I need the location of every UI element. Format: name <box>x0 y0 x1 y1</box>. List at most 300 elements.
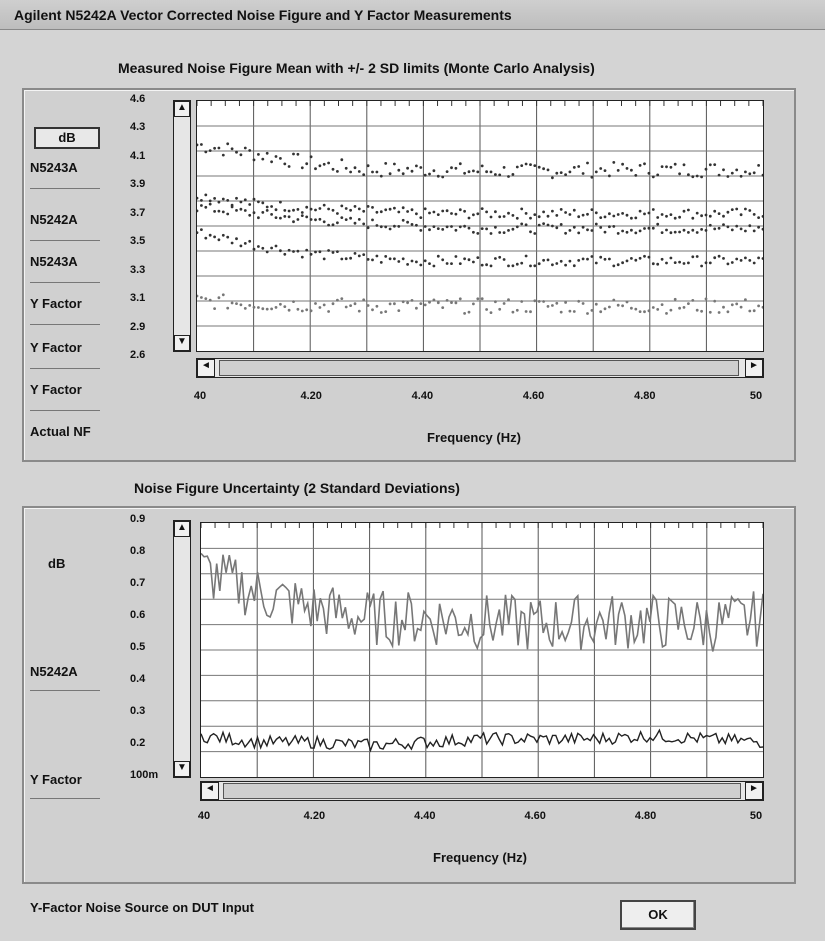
data-point <box>257 200 260 203</box>
data-point <box>670 231 673 234</box>
bottom-y-tick: 0.6 <box>130 609 146 621</box>
bottom-horizontal-scrollbar[interactable] <box>200 781 764 801</box>
data-point <box>411 170 414 173</box>
data-point <box>740 306 743 309</box>
bottom-vertical-scrollbar[interactable] <box>173 520 191 778</box>
data-point <box>314 167 317 170</box>
data-point <box>533 264 536 267</box>
data-point <box>621 163 624 166</box>
data-point <box>292 209 295 212</box>
bottom-scroll-up-button[interactable]: ▲ <box>174 521 190 537</box>
data-point <box>472 261 475 264</box>
data-point <box>450 166 453 169</box>
top-y-tick: 2.6 <box>130 349 146 361</box>
top-scroll-left-button[interactable]: ◄ <box>197 359 215 377</box>
bottom-scroll-thumb[interactable] <box>223 783 741 799</box>
data-point <box>494 226 497 229</box>
data-point <box>231 242 234 245</box>
data-point <box>340 258 343 261</box>
data-point <box>279 303 282 306</box>
data-point <box>648 212 651 215</box>
data-point <box>595 171 598 174</box>
data-point <box>753 230 756 233</box>
ok-button[interactable]: OK <box>620 900 696 930</box>
data-point <box>226 236 229 239</box>
data-point <box>595 262 598 265</box>
data-point <box>476 232 479 235</box>
data-point <box>463 210 466 213</box>
data-point <box>573 264 576 267</box>
data-point <box>389 303 392 306</box>
data-point <box>371 219 374 222</box>
data-point <box>520 223 523 226</box>
data-point <box>415 307 418 310</box>
data-point <box>327 208 330 211</box>
data-point <box>586 258 589 261</box>
data-point <box>446 299 449 302</box>
data-point <box>244 242 247 245</box>
bottom-y-tick: 0.4 <box>130 673 146 685</box>
data-point <box>389 172 392 175</box>
bottom-scroll-down-button[interactable]: ▼ <box>174 761 190 777</box>
top-vertical-scrollbar[interactable] <box>173 100 191 352</box>
data-point <box>393 302 396 305</box>
legend-item-5: Y Factor <box>30 382 82 397</box>
data-point <box>235 302 238 305</box>
data-point <box>700 214 703 217</box>
data-point <box>450 301 453 304</box>
data-point <box>744 208 747 211</box>
data-point <box>538 224 541 227</box>
data-point <box>542 259 545 262</box>
data-point <box>455 213 458 216</box>
data-point <box>261 211 264 214</box>
data-point <box>665 215 668 218</box>
data-point <box>340 158 343 161</box>
data-point <box>463 257 466 260</box>
data-point <box>402 206 405 209</box>
data-point <box>560 223 563 226</box>
data-point <box>494 173 497 176</box>
data-point <box>617 232 620 235</box>
data-point <box>362 210 365 213</box>
data-point <box>305 308 308 311</box>
data-point <box>503 302 506 305</box>
data-point <box>634 308 637 311</box>
data-point <box>512 173 515 176</box>
data-point <box>314 251 317 254</box>
data-point <box>240 245 243 248</box>
data-point <box>516 225 519 228</box>
data-point <box>310 218 313 221</box>
data-point <box>362 173 365 176</box>
data-point <box>455 302 458 305</box>
data-point <box>520 300 523 303</box>
data-point <box>406 210 409 213</box>
data-point <box>683 210 686 213</box>
data-point <box>555 262 558 265</box>
data-point <box>327 249 330 252</box>
data-point <box>384 208 387 211</box>
data-point <box>547 259 550 262</box>
data-point <box>722 257 725 260</box>
data-point <box>266 308 269 311</box>
data-point <box>301 166 304 169</box>
data-point <box>419 302 422 305</box>
data-point <box>240 153 243 156</box>
data-point <box>297 153 300 156</box>
data-point <box>687 231 690 234</box>
legend-separator <box>30 798 100 799</box>
data-point <box>569 213 572 216</box>
data-point <box>634 232 637 235</box>
data-point <box>446 170 449 173</box>
data-point <box>218 238 221 241</box>
data-point <box>218 147 221 150</box>
data-point <box>261 247 264 250</box>
data-point <box>468 311 471 314</box>
data-point <box>564 301 567 304</box>
top-horizontal-scrollbar[interactable] <box>196 358 764 378</box>
data-point <box>516 166 519 169</box>
data-point <box>744 230 747 233</box>
data-point <box>696 231 699 234</box>
data-point <box>722 215 725 218</box>
data-point <box>665 312 668 315</box>
data-point <box>634 217 637 220</box>
data-point <box>656 216 659 219</box>
data-point <box>393 257 396 260</box>
data-point <box>634 174 637 177</box>
data-point <box>735 225 738 228</box>
data-point <box>266 206 269 209</box>
data-point <box>643 227 646 230</box>
data-point <box>455 167 458 170</box>
data-point <box>665 229 668 232</box>
data-point <box>608 225 611 228</box>
top-scroll-up-button[interactable]: ▲ <box>174 101 190 117</box>
data-point <box>197 231 198 234</box>
data-point <box>468 170 471 173</box>
data-point <box>455 255 458 258</box>
data-point <box>586 228 589 231</box>
data-point <box>354 302 357 305</box>
data-point <box>700 228 703 231</box>
data-point <box>652 306 655 309</box>
data-point <box>630 169 633 172</box>
data-point <box>604 307 607 310</box>
data-point <box>621 261 624 264</box>
top-y-tick: 2.9 <box>130 320 146 333</box>
data-point <box>476 297 479 300</box>
data-point <box>279 249 282 252</box>
data-point <box>705 168 708 171</box>
data-point <box>459 208 462 211</box>
data-point <box>376 305 379 308</box>
data-point <box>639 257 642 260</box>
data-point <box>762 228 763 231</box>
data-point <box>336 250 339 253</box>
data-point <box>731 303 734 306</box>
data-point <box>700 310 703 313</box>
data-point <box>722 223 725 226</box>
data-point <box>437 213 440 216</box>
data-point <box>639 230 642 233</box>
data-point <box>753 213 756 216</box>
bottom-scroll-right-button[interactable]: ► <box>745 782 763 800</box>
data-point <box>463 312 466 315</box>
data-point <box>402 300 405 303</box>
data-point <box>551 176 554 179</box>
data-point <box>231 302 234 305</box>
data-point <box>446 262 449 265</box>
data-point <box>722 306 725 309</box>
top-scroll-right-button[interactable]: ► <box>745 359 763 377</box>
data-point <box>604 258 607 261</box>
data-point <box>240 208 243 211</box>
data-point <box>393 225 396 228</box>
data-point <box>564 211 567 214</box>
data-point <box>555 226 558 229</box>
data-point <box>670 166 673 169</box>
data-point <box>411 299 414 302</box>
top-x-tick: 4.40 <box>411 390 434 402</box>
top-x-tick: 50 <box>749 390 763 402</box>
data-point <box>297 208 300 211</box>
data-point <box>551 225 554 228</box>
data-point <box>683 306 686 309</box>
data-point <box>507 265 510 268</box>
data-point <box>349 209 352 212</box>
bottom-plot-svg <box>201 523 763 777</box>
data-point <box>718 311 721 314</box>
top-y-tick: 3.7 <box>130 206 146 219</box>
data-point <box>459 297 462 300</box>
data-point <box>226 142 229 145</box>
data-point <box>283 215 286 218</box>
data-point <box>340 205 343 208</box>
data-point <box>226 307 229 310</box>
data-point <box>362 253 365 256</box>
data-point <box>323 163 326 166</box>
data-point <box>687 302 690 305</box>
data-point <box>718 212 721 215</box>
data-point <box>301 256 304 259</box>
data-point <box>547 215 550 218</box>
data-point <box>670 213 673 216</box>
data-point <box>279 201 282 204</box>
data-point <box>753 262 756 265</box>
data-point <box>349 171 352 174</box>
data-point <box>283 209 286 212</box>
data-point <box>376 255 379 258</box>
top-y-tick: 3.5 <box>130 235 146 248</box>
legend-separator <box>30 368 100 369</box>
data-point <box>718 174 721 177</box>
data-point <box>397 211 400 214</box>
bottom-y-tick: 0.8 <box>130 545 146 557</box>
data-point <box>310 253 313 256</box>
data-point <box>481 227 484 230</box>
data-point <box>240 201 243 204</box>
data-point <box>599 167 602 170</box>
data-point <box>617 213 620 216</box>
data-point <box>411 223 414 226</box>
data-point <box>397 260 400 263</box>
data-point <box>604 231 607 234</box>
data-point <box>310 208 313 211</box>
data-point <box>626 301 629 304</box>
data-point <box>490 216 493 219</box>
data-point <box>197 210 198 213</box>
data-point <box>520 262 523 265</box>
data-point <box>222 234 225 237</box>
top-scroll-down-button[interactable]: ▼ <box>174 335 190 351</box>
top-scroll-thumb[interactable] <box>219 360 739 376</box>
data-point <box>595 223 598 226</box>
data-point <box>661 303 664 306</box>
data-point <box>591 255 594 258</box>
bottom-x-tick: 4.20 <box>303 810 326 822</box>
data-point <box>301 211 304 214</box>
data-point <box>560 260 563 263</box>
data-point <box>674 298 677 301</box>
data-point <box>402 219 405 222</box>
data-point <box>340 216 343 219</box>
data-point <box>612 161 615 164</box>
data-point <box>533 299 536 302</box>
data-point <box>529 310 532 313</box>
data-point <box>696 309 699 312</box>
data-point <box>652 208 655 211</box>
data-point <box>564 173 567 176</box>
data-point <box>687 209 690 212</box>
data-point <box>748 224 751 227</box>
top-plot-svg <box>197 101 763 351</box>
data-point <box>441 258 444 261</box>
top-x-tick: 40 <box>193 390 207 402</box>
data-point <box>700 176 703 179</box>
data-point <box>253 198 256 201</box>
data-point <box>753 171 756 174</box>
data-point <box>204 237 207 240</box>
data-point <box>555 302 558 305</box>
data-point <box>731 229 734 232</box>
bottom-x-tick: 4.40 <box>414 810 436 822</box>
data-point <box>529 265 532 268</box>
data-point <box>244 209 247 212</box>
data-point <box>591 229 594 232</box>
data-point <box>354 205 357 208</box>
data-point <box>301 310 304 313</box>
data-point <box>218 210 221 213</box>
data-point <box>415 212 418 215</box>
data-point <box>292 300 295 303</box>
data-point <box>437 227 440 230</box>
data-point <box>630 217 633 220</box>
data-point <box>599 216 602 219</box>
data-point <box>371 206 374 209</box>
data-point <box>612 265 615 268</box>
data-point <box>599 226 602 229</box>
data-point <box>235 209 238 212</box>
data-point <box>376 171 379 174</box>
data-point <box>222 154 225 157</box>
data-point <box>494 257 497 260</box>
data-point <box>200 228 203 231</box>
bottom-scroll-left-button[interactable]: ◄ <box>201 782 219 800</box>
data-point <box>248 149 251 152</box>
data-point <box>626 260 629 263</box>
data-point <box>419 264 422 267</box>
data-point <box>621 230 624 233</box>
data-point <box>244 307 247 310</box>
data-point <box>231 206 234 209</box>
data-point <box>748 259 751 262</box>
data-point <box>301 214 304 217</box>
data-point <box>376 211 379 214</box>
top-y-tick: 3.3 <box>130 263 146 276</box>
data-point <box>639 310 642 313</box>
data-point <box>744 171 747 174</box>
data-point <box>200 296 203 299</box>
data-point <box>757 257 760 260</box>
data-point <box>731 261 734 264</box>
data-point <box>727 263 730 266</box>
data-point <box>345 306 348 309</box>
data-point <box>612 299 615 302</box>
data-point <box>266 209 269 212</box>
status-text: Y-Factor Noise Source on DUT Input <box>30 900 254 915</box>
data-point <box>450 212 453 215</box>
data-point <box>428 212 431 215</box>
data-point <box>555 172 558 175</box>
data-point <box>380 175 383 178</box>
data-point <box>586 312 589 315</box>
data-point <box>384 310 387 313</box>
data-point <box>384 162 387 165</box>
data-point <box>525 223 528 226</box>
data-point <box>678 172 681 175</box>
data-point <box>204 151 207 154</box>
legend-item-4: Y Factor <box>30 340 82 355</box>
data-point <box>551 210 554 213</box>
data-point <box>683 229 686 232</box>
legend-separator <box>30 324 100 325</box>
data-point <box>197 295 198 298</box>
data-point <box>406 167 409 170</box>
data-point <box>275 155 278 158</box>
data-point <box>498 308 501 311</box>
top-x-tick: 4.20 <box>300 390 322 402</box>
data-point <box>402 172 405 175</box>
data-point <box>757 226 760 229</box>
data-point <box>529 163 532 166</box>
data-point <box>270 247 273 250</box>
data-point <box>380 225 383 228</box>
data-point <box>569 260 572 263</box>
data-point <box>266 152 269 155</box>
data-point <box>332 251 335 254</box>
data-point <box>674 163 677 166</box>
data-point <box>551 304 554 307</box>
legend-separator <box>30 240 100 241</box>
data-point <box>248 214 251 217</box>
data-point <box>209 203 212 206</box>
data-point <box>762 306 763 309</box>
data-point <box>656 308 659 311</box>
data-point <box>419 229 422 232</box>
